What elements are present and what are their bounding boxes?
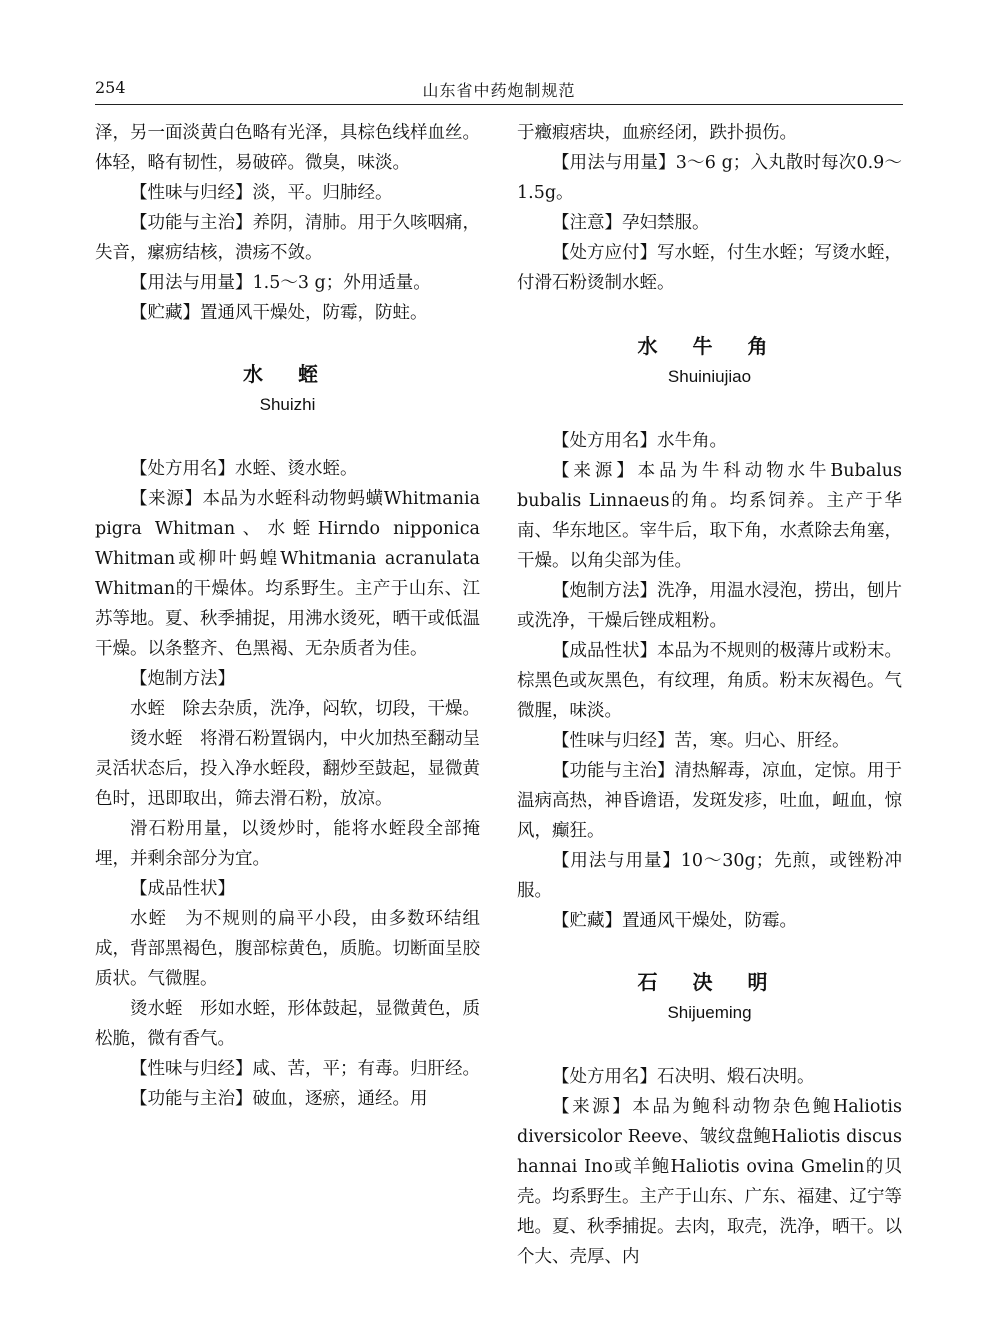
paragraph: 【用法与用量】3～6 g；入丸散时每次0.9～1.5g。	[517, 153, 902, 203]
paragraph: 水蛭 除去杂质，洗净，闷软，切段，干燥。	[130, 699, 480, 719]
prev-prop-dosage: 【用法与用量】1.5～3 g；外用适量。	[130, 273, 431, 293]
paragraph: 【成品性状】本品为不规则的极薄片或粉末。棕黑色或灰黑色，有纹理，角质。粉末灰褐色。气微腥，味淡。	[517, 641, 902, 721]
header-rule	[95, 104, 903, 105]
paragraph: 【炮制方法】	[130, 669, 235, 689]
paragraph: 水蛭 为不规则的扁平小段，由多数环结组成，背部黑褐色，腹部棕黄色，质脆。切断面呈胶质状。气微腥。	[95, 909, 480, 989]
paragraph: 【炮制方法】洗净，用温水浸泡，捞出，刨片或洗净，干燥后锉成粗粉。	[517, 581, 902, 631]
paragraph: 【贮藏】置通风干燥处，防霉。	[552, 911, 797, 931]
page-number: 254	[95, 78, 126, 97]
continuation-paragraph: 于癥瘕痞块，血瘀经闭，跌扑损伤。	[517, 123, 797, 143]
paragraph: 【性味与归经】咸、苦，平；有毒。归肝经。	[130, 1059, 480, 1079]
left-column	[95, 118, 480, 1114]
prev-prop-storage: 【贮藏】置通风干燥处，防霉，防蛀。	[130, 303, 428, 323]
right-column	[517, 118, 902, 1272]
paragraph: 【来源】本品为鲍科动物杂色鲍Haliotis diversicolor Reeve、皱纹盘鲍Haliotis discus hannai Ino或羊鲍Haliotis ovina Gmelin的贝壳。均系野生。主产于山东、广东、福建、辽宁等地。夏、秋季捕捉。去肉，取壳，洗净，晒干。以个大、壳厚、内	[517, 1097, 902, 1267]
paragraph: 【性味与归经】苦，寒。归心、肝经。	[552, 731, 850, 751]
paragraph: 【用法与用量】10～30g；先煎，或锉粉冲服。	[517, 851, 902, 901]
paragraph: 【成品性状】	[130, 879, 235, 899]
paragraph: 【功能与主治】清热解毒，凉血，定惊。用于温病高热，神昏谵语，发斑发疹，吐血，衄血，惊风，癫狂。	[517, 761, 902, 841]
paragraph: 【注意】孕妇禁服。	[552, 213, 710, 233]
entry-pinyin-shuiniujiao: Shuiniujiao	[667, 367, 752, 386]
entry-pinyin-shuizhi: Shuizhi	[259, 395, 316, 414]
paragraph: 【处方应付】写水蛭，付生水蛭；写烫水蛭，付滑石粉烫制水蛭。	[517, 243, 902, 293]
paragraph: 【来源】本品为水蛭科动物蚂蟥Whitmania pigra Whitman、水蛭Hirndo nipponica Whitman或柳叶蚂蝗Whitmania acranulata Whitman的干燥体。均系野生。主产于山东、江苏等地。夏、秋季捕捉，用沸水烫死，晒干或低温干燥。以条整齐、色黑褐、无杂质者为佳。	[95, 489, 480, 659]
paragraph: 【处方用名】水蛭、烫水蛭。	[130, 459, 358, 479]
paragraph: 【功能与主治】破血，逐瘀，通经。用	[130, 1089, 428, 1109]
paragraph: 烫水蛭 将滑石粉置锅内，中火加热至翻动呈灵活状态后，投入净水蛭段，翻炒至鼓起，显微黄色时，迅即取出，筛去滑石粉，放凉。	[95, 729, 480, 809]
continuation-paragraph: 泽，另一面淡黄白色略有光泽，具棕色线样血丝。体轻，略有韧性，易破碎。微臭，味淡。	[95, 123, 480, 173]
paragraph: 烫水蛭 形如水蛭，形体鼓起，显微黄色，质松脆，微有香气。	[95, 999, 480, 1049]
paragraph: 【来源】本品为牛科动物水牛Bubalus bubalis Linnaeus的角。均系饲养。主产于华南、华东地区。宰牛后，取下角，水煮除去角塞，干燥。以角尖部为佳。	[517, 461, 902, 571]
entry-title-shijueming: 石 决 明	[637, 970, 782, 994]
paragraph: 【处方用名】水牛角。	[552, 431, 727, 451]
prev-prop-function: 【功能与主治】养阴，清肺。用于久咳咽痛，失音，瘰疬结核，溃疡不敛。	[95, 213, 480, 263]
entry-title-shuizhi: 水 蛭	[243, 362, 332, 386]
entry-pinyin-shijueming: Shijueming	[667, 1003, 752, 1022]
paragraph: 滑石粉用量，以烫炒时，能将水蛭段全部掩埋，并剩余部分为宜。	[95, 819, 480, 869]
prev-prop-taste: 【性味与归经】淡，平。归肺经。	[130, 183, 393, 203]
paragraph: 【处方用名】石决明、煅石决明。	[552, 1067, 815, 1087]
running-title: 山东省中药炮制规范	[422, 81, 576, 100]
entry-title-shuiniujiao: 水 牛 角	[637, 334, 782, 358]
